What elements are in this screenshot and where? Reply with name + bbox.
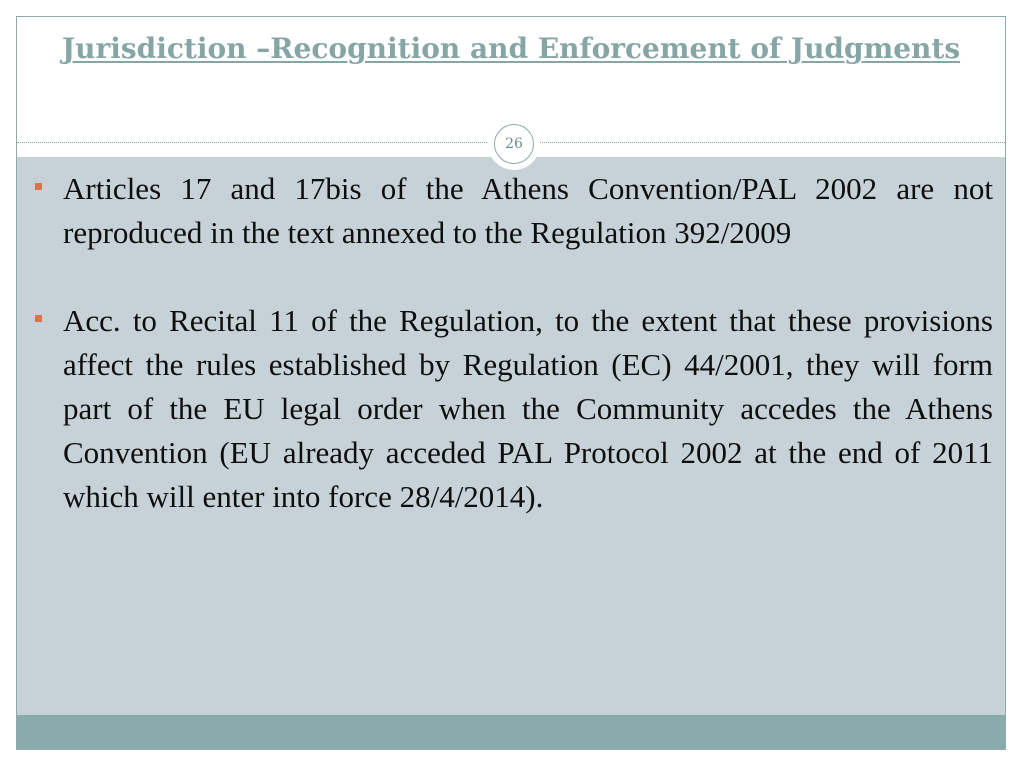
bullet-list [31,167,993,563]
slide-number-badge [488,118,540,170]
bullet-text: Articles 17 and 17bis of the Athens Convention/PAL 2002 are not reproduced in the text annexed to the Regulation 392/2009 [63,171,993,250]
bullet-text: Acc. to Recital 11 of the Regulation, to the extent that these provisions affect the rules established by Regulation (EC) 44/2001, they will form part of the EU legal order when the Community accedes the Athens Convention (EU already acceded PAL Protocol 2002 at the end of 2011 which will enter into force 28/4/2014). [63,303,993,514]
bullet-item [31,299,993,519]
square-bullet-icon [35,315,42,322]
slide-number: 26 [494,124,534,164]
slide-frame [16,16,1006,750]
slide-title: Jurisdiction –Recognition and Enforcement of Judgments [61,32,961,65]
bullet-item [31,167,993,255]
square-bullet-icon [35,183,42,190]
footer-band [17,715,1005,749]
